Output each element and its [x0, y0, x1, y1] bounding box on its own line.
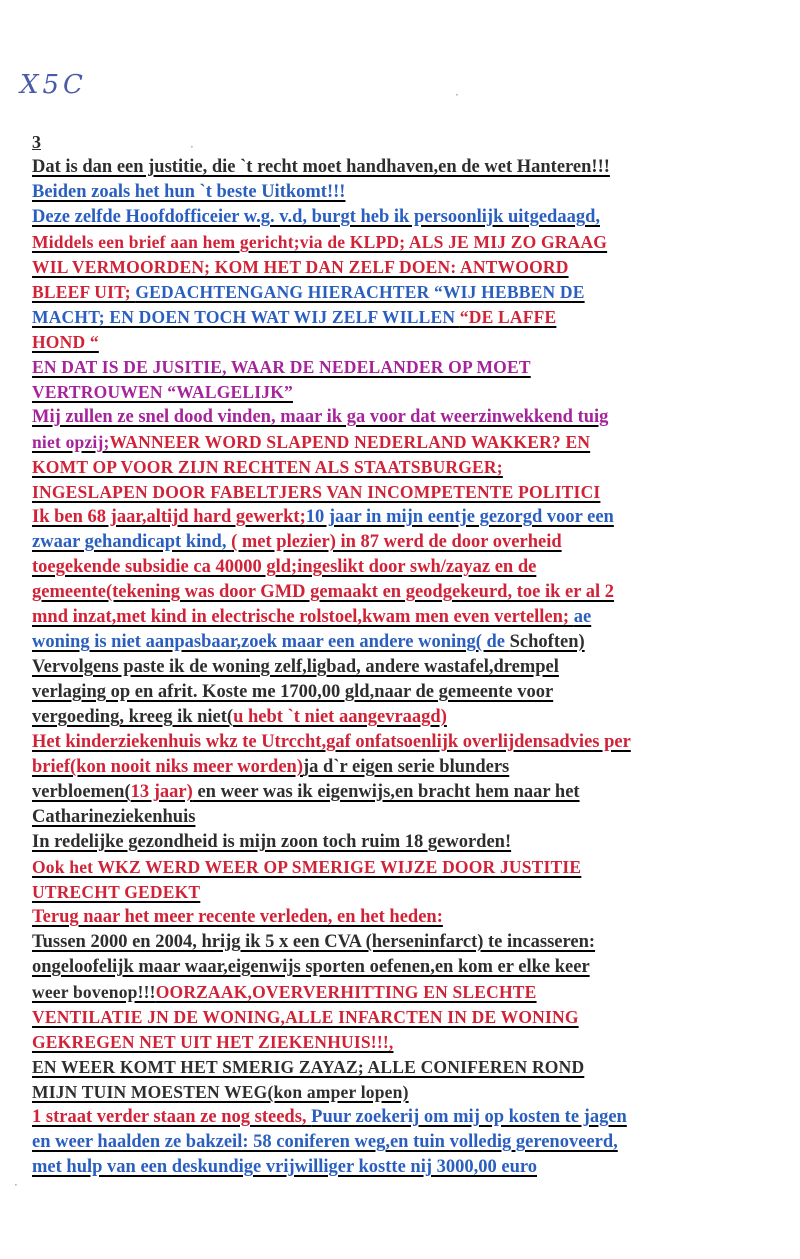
- text-line: [32, 830, 792, 855]
- text-line: [32, 455, 792, 480]
- text-segment: gemeente(tekening was door GMD gemaakt en geodgekeurd, toe ik er al 2: [32, 582, 614, 602]
- text-line: [32, 180, 792, 205]
- text-segment: VERTROUWEN “WALGELIJK”: [32, 382, 293, 402]
- text-line: [32, 855, 792, 880]
- document-body: [32, 155, 792, 1180]
- text-segment: INGESLAPEN DOOR FABELTJERS VAN INCOMPETENTE POLITICI: [32, 482, 601, 502]
- text-segment: 10 jaar in mijn eentje gezorgd voor een: [305, 507, 614, 527]
- text-line: [32, 980, 792, 1005]
- text-segment: Puur zoekerij om mij op kosten te jagen: [311, 1107, 627, 1127]
- scan-speck: ·: [14, 1178, 18, 1192]
- text-line: [32, 705, 792, 730]
- text-segment: VENTILATIE JN DE WONING,ALLE INFARCTEN IN DE WONING: [32, 1007, 579, 1027]
- text-segment: zwaar gehandicapt kind,: [32, 532, 232, 552]
- text-segment: MIJN TUIN MOESTEN WEG(kon amper lopen): [32, 1082, 409, 1102]
- text-segment: Mij zullen ze snel dood vinden, maar ik ga voor dat weerzinwekkend tuig: [32, 407, 609, 427]
- text-segment: ( met plezier) in 87 werd de door overheid: [231, 532, 562, 552]
- text-line: [32, 1080, 792, 1105]
- text-segment: Catharineziekenhuis: [32, 807, 196, 827]
- text-line: [32, 205, 792, 230]
- scan-speck: ·: [190, 140, 194, 154]
- text-segment: ja d`r eigen serie blunders: [303, 757, 510, 777]
- text-line: [32, 730, 792, 755]
- text-segment: Ik ben 68 jaar,altijd hard gewerkt;: [32, 507, 306, 527]
- text-segment: en weer haalden ze bakzeil: 58 coniferen weg,en tuin volledig gerenoveerd,: [32, 1132, 618, 1152]
- text-line: [32, 655, 792, 680]
- text-segment: toegekende subsidie ca 40000 gld;ingeslikt door swh/zayaz en de: [32, 557, 537, 577]
- text-segment: Dat is dan een justitie, die `t recht moet handhaven,en de wet Hanteren!!!: [32, 157, 610, 177]
- text-line: [32, 955, 792, 980]
- text-line: [32, 1030, 792, 1055]
- handwritten-note: X5C: [20, 70, 87, 100]
- text-line: [32, 355, 792, 380]
- text-line: [32, 1155, 792, 1180]
- text-line: [32, 630, 792, 655]
- text-line: [32, 405, 792, 430]
- text-segment: Beiden zoals het hun `t beste Uitkomt!!!: [32, 182, 346, 202]
- text-segment: Het kinderziekenhuis wkz te Utrccht,gaf onfatsoenlijk overlijdensadvies per: [32, 732, 631, 752]
- text-line: [32, 505, 792, 530]
- text-segment: GEDACHTENGANG HIERACHTER “WIJ HEBBEN DE: [135, 282, 585, 302]
- text-line: [32, 305, 792, 330]
- text-segment: “DE LAFFE: [459, 307, 557, 327]
- text-segment: ae: [573, 607, 592, 627]
- text-segment: In redelijke gezondheid is mijn zoon toch ruim 18 geworden!: [32, 832, 512, 852]
- text-line: [32, 280, 792, 305]
- text-segment: MACHT; EN DOEN TOCH WAT WIJ ZELF WILLEN: [32, 307, 460, 327]
- text-segment: GEKREGEN NET UIT HET ZIEKENHUIS!!!,: [32, 1032, 394, 1052]
- text-line: [32, 380, 792, 405]
- text-segment: Vervolgens paste ik de woning zelf,ligbad, andere wastafel,drempel: [32, 657, 559, 677]
- text-segment: Schoften): [509, 632, 585, 652]
- text-line: [32, 755, 792, 780]
- text-line: [32, 430, 792, 455]
- text-segment: brief(kon nooit niks meer worden): [32, 757, 303, 777]
- text-segment: verbloemen(: [32, 782, 131, 802]
- text-segment: en weer was ik eigenwijs,en bracht hem naar het: [192, 782, 580, 802]
- text-segment: woning is niet aanpasbaar,zoek maar een andere woning( de: [32, 632, 510, 652]
- text-segment: mnd inzat,met kind in electrische rolstoel,kwam men even vertellen;: [32, 607, 574, 627]
- text-line: [32, 330, 792, 355]
- text-line: [32, 930, 792, 955]
- text-line: [32, 1005, 792, 1030]
- text-line: [32, 255, 792, 280]
- text-segment: WANNEER WORD SLAPEND NEDERLAND WAKKER? EN: [109, 432, 591, 452]
- text-segment: verlaging op en afrit. Koste me 1700,00 gld,naar de gemeente voor: [32, 682, 554, 702]
- text-segment: 13 jaar): [130, 782, 193, 802]
- text-line: [32, 1130, 792, 1155]
- text-segment: EN DAT IS DE JUSITIE, WAAR DE NEDELANDER OP MOET: [32, 357, 531, 377]
- text-line: [32, 1055, 792, 1080]
- text-line: [32, 805, 792, 830]
- text-segment: vergoeding, kreeg ik niet(: [32, 707, 234, 727]
- text-line: [32, 530, 792, 555]
- text-segment: HOND “: [32, 332, 99, 352]
- text-segment: Ook het WKZ WERD WEER OP SMERIGE WIJZE DOOR JUSTITIE: [32, 857, 582, 877]
- text-line: [32, 480, 792, 505]
- text-segment: ongeloofelijk maar waar,eigenwijs sporten oefenen,en kom er elke keer: [32, 957, 590, 977]
- text-line: [32, 905, 792, 930]
- text-line: [32, 555, 792, 580]
- text-line: [32, 230, 792, 255]
- text-line: [32, 605, 792, 630]
- text-segment: u hebt `t niet aangevraagd): [233, 707, 447, 727]
- text-segment: EN WEER KOMT HET SMERIG ZAYAZ; ALLE CONIFEREN ROND: [32, 1057, 585, 1077]
- text-segment: UTRECHT GEDEKT: [32, 882, 201, 902]
- text-segment: 1 straat verder staan ze nog steeds,: [32, 1107, 312, 1127]
- text-segment: Terug naar het meer recente verleden, en het heden:: [32, 907, 443, 927]
- text-segment: Tussen 2000 en 2004, hrijg ik 5 x een CVA (herseninfarct) te incasseren:: [32, 932, 596, 952]
- text-segment: Deze zelfde Hoofdofficeier w.g. v.d, burgt heb ik persoonlijk uitgedaagd,: [32, 207, 600, 227]
- text-segment: BLEEF UIT;: [32, 282, 136, 302]
- text-line: [32, 680, 792, 705]
- text-segment: Middels een brief aan hem gericht;via de KLPD; ALS JE MIJ ZO GRAAG: [32, 232, 608, 252]
- text-segment: niet opzij;: [32, 432, 110, 452]
- text-segment: weer bovenop!!!: [32, 982, 156, 1002]
- text-line: [32, 780, 792, 805]
- text-line: [32, 580, 792, 605]
- text-segment: WIL VERMOORDEN; KOM HET DAN ZELF DOEN: ANTWOORD: [32, 257, 569, 277]
- text-segment: OORZAAK,OVERVERHITTING EN SLECHTE: [155, 982, 537, 1002]
- text-line: [32, 1105, 792, 1130]
- text-segment: KOMT OP VOOR ZIJN RECHTEN ALS STAATSBURGER;: [32, 457, 503, 477]
- text-segment: met hulp van een deskundige vrijwilliger kostte nij 3000,00 euro: [32, 1157, 538, 1177]
- page-number: 3: [32, 132, 41, 152]
- text-line: [32, 155, 792, 180]
- text-line: [32, 880, 792, 905]
- scan-speck: ·: [455, 88, 459, 102]
